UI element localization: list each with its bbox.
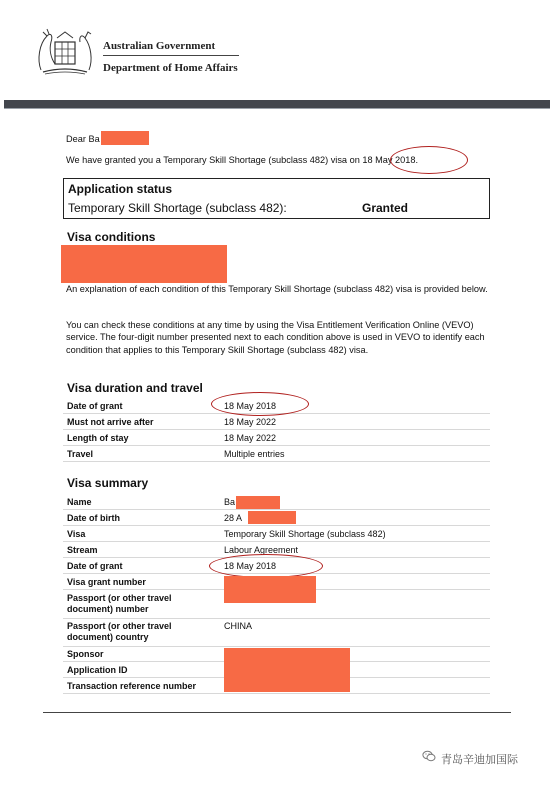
table-row xyxy=(63,414,490,430)
row-value: Ba xyxy=(224,497,236,507)
row-label: Name xyxy=(67,497,92,507)
row-value: 18 May 2022 xyxy=(224,417,277,427)
row-label: Travel xyxy=(67,449,94,459)
row-value: 18 May 2022 xyxy=(224,433,277,443)
annotation-circle xyxy=(211,392,309,416)
redaction-name xyxy=(101,131,149,145)
conditions-explanation: An explanation of each condition of this Temporary Skill Shortage (subclass 482) visa is provided below. xyxy=(66,284,488,294)
row-label: Visa xyxy=(67,529,86,539)
government-title: Australian Government xyxy=(103,40,216,52)
annotation-circle xyxy=(390,146,468,174)
row-label: Passport (or other travel document) number xyxy=(67,593,172,614)
row-value: Labour Agreement xyxy=(224,545,299,555)
visa-conditions-heading: Visa conditions xyxy=(67,230,156,244)
duration-heading: Visa duration and travel xyxy=(67,381,203,395)
row-value: CHINA xyxy=(224,621,253,631)
header-bar xyxy=(4,100,550,108)
table-row xyxy=(63,618,490,647)
row-label: Date of grant xyxy=(67,401,123,411)
row-value: 18 May 2018 xyxy=(224,401,277,411)
row-label: Passport (or other travel document) country xyxy=(67,621,172,642)
table-row xyxy=(63,430,490,446)
redaction-sponsor-ids xyxy=(224,648,350,692)
status-value: Granted xyxy=(362,201,409,215)
watermark-text: 青岛辛迪加国际 xyxy=(441,754,518,766)
redaction-conditions xyxy=(61,245,227,283)
row-value: 28 A xyxy=(224,513,243,523)
row-value: Multiple entries xyxy=(224,449,285,459)
redaction-grant-number xyxy=(224,576,316,603)
status-visa: Temporary Skill Shortage (subclass 482): xyxy=(68,201,287,215)
header-bar-shade xyxy=(4,108,550,109)
header-divider xyxy=(103,55,239,56)
table-row xyxy=(63,526,490,542)
grant-intro: We have granted you a Temporary Skill Shortage (subclass 482) visa on 18 May 2018. xyxy=(66,155,419,165)
redaction-birthdate xyxy=(248,511,296,524)
row-label: Application ID xyxy=(67,665,128,675)
status-heading: Application status xyxy=(68,182,173,196)
row-label: Sponsor xyxy=(67,649,104,659)
row-label: Must not arrive after xyxy=(67,417,154,427)
coat-of-arms-icon xyxy=(33,26,97,78)
row-value: Temporary Skill Shortage (subclass 482) xyxy=(224,529,386,539)
row-label: Date of birth xyxy=(67,513,120,523)
redaction-name xyxy=(236,496,280,509)
row-label: Transaction reference number xyxy=(67,681,197,691)
summary-heading: Visa summary xyxy=(67,476,149,490)
row-label: Length of stay xyxy=(67,433,129,443)
department-title: Department of Home Affairs xyxy=(103,62,238,74)
wechat-icon xyxy=(422,749,436,763)
table-row xyxy=(63,446,490,462)
footer-divider xyxy=(43,712,511,713)
salutation: Dear Ba xyxy=(66,134,100,144)
vevo-paragraph: You can check these conditions at any time by using the Visa Entitlement Verification Online (VEVO) service. The four-digit number presented next to each condition above is used in VEVO to identify each condition that applies to this Temporary Skill Shortage (subclass 482) visa. xyxy=(66,320,485,355)
row-value: 18 May 2018 xyxy=(224,561,277,571)
row-label: Visa grant number xyxy=(67,577,146,587)
row-label: Stream xyxy=(67,545,98,555)
row-label: Date of grant xyxy=(67,561,123,571)
